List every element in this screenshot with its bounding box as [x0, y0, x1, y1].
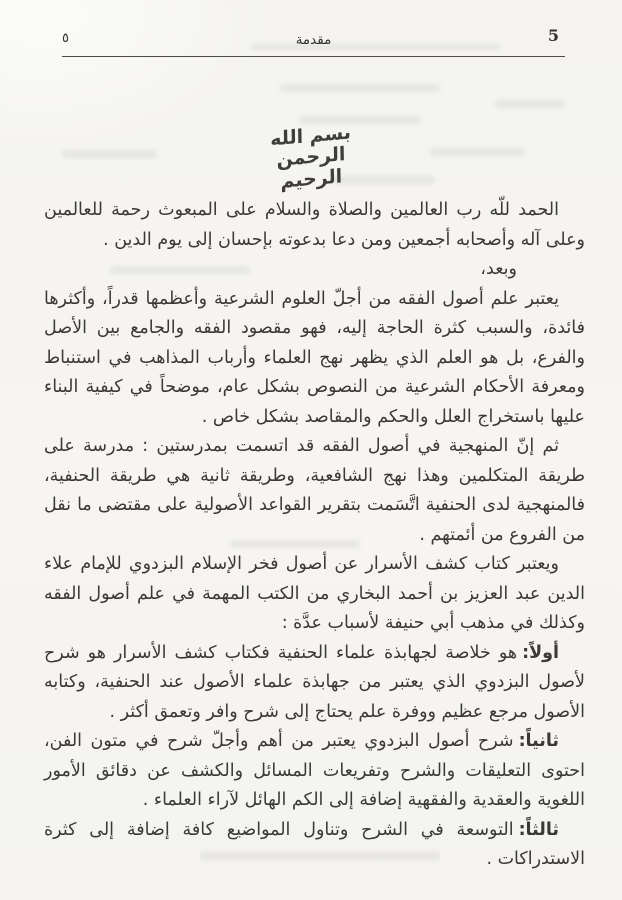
reason-first-label: أولاً: [522, 642, 559, 663]
page-body-text [44, 196, 585, 875]
paragraph-two-schools: ثم إنّ المنهجية في أصول الفقه قد اتسمت بمدرستين : مدرسة على طريقة المتكلمين وهذا نهج الشافعية، وطريقة ثانية هي طريقة الحنفية، فالمنهجية لدى الحنفية اتَّسَمت بتقرير القواعد الأصولية على مقتضى ما نقل من الفروع من أئمتهم . [44, 436, 585, 545]
reason-third-label: ثالثاً: [518, 819, 559, 840]
bleedthrough-smudge [280, 84, 440, 92]
reason-second-text: شرح أصول البزدوي يعتبر من أهم وأجلّ شرح في متون الفن، احتوى التعليقات والشرح وتفريعات المسائل والكشف عن دقائق الأمور اللغوية والعقدية والفقهية إضافة إلى الكم الهائل لآراء العلماء . [44, 731, 585, 810]
reason-third-text: التوسعة في الشرح وتناول المواضيع كافة إضافة إلى كثرة الاستدراكات . [44, 819, 585, 869]
reason-first-text: هو خلاصة لجهابذة علماء الحنفية فكتاب كشف الأسرار هو شرح لأصول البزدوي الذي يعتبر من جهابذة علماء الأصول عند الحنفية، وكتابه الأصول مرجع عظيم ووفرة علم يحتاج إلى شرح وافر وتعمق أكثر . [44, 642, 585, 722]
reason-second-label: ثانياً: [518, 731, 559, 751]
bleedthrough-smudge [495, 100, 565, 108]
paragraph-reason-first [44, 639, 585, 728]
paragraph-salutation: وبعد، [480, 259, 517, 279]
basmala-ornament [0, 121, 622, 193]
page-header [62, 0, 565, 57]
paragraph-opening-praise: الحمد للّه رب العالمين والصلاة والسلام على المبعوث رحمة للعالمين وعلى آله وأصحابه أجمعين ومن دعا بدعوته بإحسان إلى يوم الدين . [44, 200, 585, 250]
page-number-arabic: ٥ [62, 31, 69, 46]
paragraph-kashf-alasrar: ويعتبر كتاب كشف الأسرار عن أصول فخر الإسلام البزدوي للإمام علاء الدين عبد العزيز بن أحمد البخاري من الكتب المهمة في علم أصول الفقه وكذلك في مذهب أبي حنيفة لأسباب عدَّة : [44, 554, 585, 633]
page-number-latin: 5 [547, 26, 559, 45]
page-title: مقدمة [295, 32, 332, 48]
paragraph-reason-third [44, 816, 585, 875]
paragraph-reason-second [44, 727, 585, 816]
paragraph-usul-fiqh-value: يعتبر علم أصول الفقه من أجلّ العلوم الشرعية وأعظمها قدراً، وأكثرها فائدة، والسبب كثرة الحاجة إليه، فهو مقصود الفقه والجامع بين الأصل والفرع، بل هو العلم الذي يظهر نهج العلماء وأرباب المذاهب في استنباط ومعرفة الأحكام الشرعية من النصوص بشكل عام، موضحاً في كيفية البناء عليها باستخراج العلل والحكم والمقاصد بشكل خاص . [44, 288, 585, 427]
basmala-calligraphy: بسم الله الرحمن الرحيم [270, 121, 352, 193]
